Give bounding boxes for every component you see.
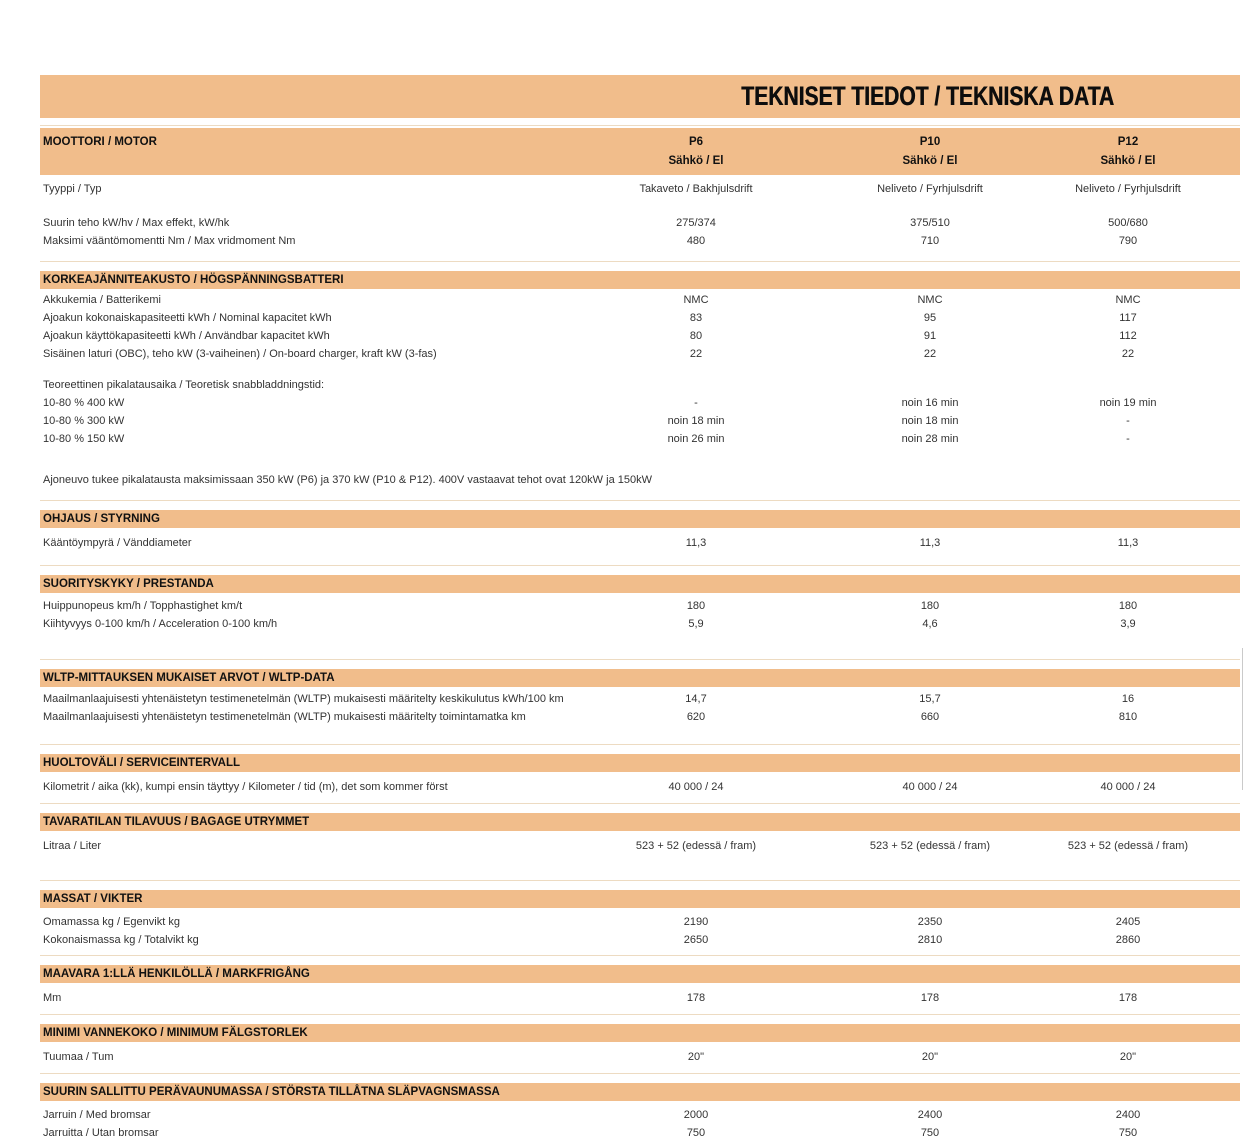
row-value-p12: 20" <box>1119 1051 1137 1063</box>
row-value-p10: 91 <box>923 330 937 342</box>
row-label: Kääntöympyrä / Vänddiameter <box>43 537 192 549</box>
row-label: Jarruitta / Utan bromsar <box>43 1127 159 1139</box>
row-value-p6: noin 18 min <box>667 415 725 427</box>
section-title-weights: MASSAT / VIKTER <box>43 893 143 905</box>
row-label: Suurin teho kW/hv / Max effekt, kW/hk <box>43 217 230 229</box>
row-label: 10-80 % 150 kW <box>43 433 125 445</box>
row-value-p12: 16 <box>1121 693 1135 705</box>
row-label: 10-80 % 300 kW <box>43 415 125 427</box>
row-label: Maksimi vääntömomentti Nm / Max vridmoment Nm <box>43 235 296 247</box>
row-value-p10: 20" <box>921 1051 939 1063</box>
fast-charge-note: Ajoneuvo tukee pikalatausta maksimissaan 350 kW (P6) ja 370 kW (P10 & P12). 400V vastaavat tehot ovat 120kW ja 150kW <box>43 474 652 486</box>
row-keskikulutus <box>40 690 1240 708</box>
section-title-cargo: TAVARATILAN TILAVUUS / BAGAGE UTRYMMET <box>43 816 310 828</box>
row-label: Sisäinen laturi (OBC), teho kW (3-vaiheinen) / On-board charger, kraft kW (3-fas) <box>43 348 437 360</box>
section-divider <box>40 880 1240 881</box>
row-value-p10: noin 16 min <box>901 397 959 409</box>
row-value-p6: 2000 <box>683 1109 709 1121</box>
row-value-p10: noin 18 min <box>901 415 959 427</box>
row-value-p10: 2400 <box>917 1109 943 1121</box>
row-sisainen-laturi <box>40 345 1240 363</box>
row-vaantomomentti <box>40 232 1240 250</box>
row-value-p12: 22 <box>1121 348 1135 360</box>
section-title-service: HUOLTOVÄLI / SERVICEINTERVALL <box>43 757 241 769</box>
row-value-p6: 20" <box>687 1051 705 1063</box>
row-label: Kiihtyvyys 0-100 km/h / Acceleration 0-100 km/h <box>43 618 278 630</box>
section-divider <box>40 659 1240 660</box>
row-value-p10: 660 <box>920 711 940 723</box>
column-subheader-p6: Sähkö / El <box>668 154 724 167</box>
row-kiihtyvyys <box>40 615 1240 633</box>
section-header-cargo <box>40 813 1240 831</box>
row-value-p6: 180 <box>686 600 706 612</box>
section-header-battery <box>40 271 1240 289</box>
row-label: Tyyppi / Typ <box>43 183 102 195</box>
row-pikalatausaika-header <box>40 376 1240 394</box>
section-divider <box>40 125 1240 126</box>
row-value-p12: 2400 <box>1115 1109 1141 1121</box>
row-label: Tuumaa / Tum <box>43 1051 114 1063</box>
section-header-performance <box>40 575 1240 593</box>
row-kokonaiskapasiteetti <box>40 309 1240 327</box>
row-value-p10: 22 <box>923 348 937 360</box>
row-label: Teoreettinen pikalatausaika / Teoretisk snabbladdningstid: <box>43 379 325 391</box>
row-value-p6: 620 <box>686 711 706 723</box>
row-value-p12: - <box>1126 415 1130 427</box>
row-label: Omamassa kg / Egenvikt kg <box>43 916 180 928</box>
row-value-p6: 523 + 52 (edessä / fram) <box>635 840 757 852</box>
section-header-wheels <box>40 1024 1240 1042</box>
row-value-p12: 180 <box>1118 600 1138 612</box>
row-value-p10: 15,7 <box>919 693 941 705</box>
row-label: Maailmanlaajuisesti yhtenäistetyn testimenetelmän (WLTP) mukaisesti määritelty keskikulutus kWh/100 km <box>43 693 564 705</box>
row-value-p12: 117 <box>1119 312 1137 324</box>
section-header-wltp <box>40 669 1240 687</box>
section-divider <box>40 803 1240 804</box>
row-maavara <box>40 989 1240 1007</box>
section-header-steering <box>40 510 1240 528</box>
row-value-p10: 750 <box>920 1127 940 1139</box>
row-value-p12: noin 19 min <box>1099 397 1157 409</box>
row-value-p12: 2405 <box>1115 916 1141 928</box>
row-value-p10: 95 <box>923 312 937 324</box>
row-value-p6: 83 <box>689 312 703 324</box>
row-value-p10: noin 28 min <box>901 433 959 445</box>
row-toimintamatka <box>40 708 1240 726</box>
row-value-p12: 40 000 / 24 <box>1100 781 1156 793</box>
row-value-p10: Neliveto / Fyrhjulsdrift <box>877 183 983 195</box>
row-value-p12: - <box>1126 433 1130 445</box>
section-divider <box>40 565 1240 566</box>
row-value-p12: 750 <box>1118 1127 1138 1139</box>
row-value-p12: 790 <box>1118 235 1138 247</box>
row-value-p10: 11,3 <box>919 537 941 549</box>
row-value-p12: 2860 <box>1115 934 1141 946</box>
row-value-p6: 275/374 <box>676 217 716 229</box>
row-label: Maailmanlaajuisesti yhtenäistetyn testimenetelmän (WLTP) mukaisesti määritelty toimintamatka km <box>43 711 526 723</box>
row-akkukemia <box>40 291 1240 309</box>
row-value-p10: 180 <box>920 600 940 612</box>
row-label: Ajoakun kokonaiskapasiteetti kWh / Nominal kapacitet kWh <box>43 312 332 324</box>
section-divider <box>40 955 1240 956</box>
row-400kw <box>40 394 1240 412</box>
section-title-towing: SUURIN SALLITTU PERÄVAUNUMASSA / STÖRSTA TILLÅTNA SLÄPVAGNSMASSA <box>43 1086 500 1098</box>
row-label: 10-80 % 400 kW <box>43 397 125 409</box>
section-header-clearance <box>40 965 1240 983</box>
row-value-p6: 14,7 <box>685 693 707 705</box>
column-subheader-p12: Sähkö / El <box>1100 154 1156 167</box>
page-edge-line <box>1242 648 1243 790</box>
row-tyyppi <box>40 180 1240 198</box>
row-value-p12: 11,3 <box>1117 537 1139 549</box>
column-subheader-row <box>40 151 1240 170</box>
row-value-p10: 40 000 / 24 <box>902 781 958 793</box>
row-huippunopeus <box>40 597 1240 615</box>
page-title: TEKNISET TIEDOT / TEKNISKA DATA <box>741 81 1114 111</box>
row-value-p6: 11,3 <box>685 537 707 549</box>
column-header-p12: P12 <box>1117 135 1139 148</box>
row-value-p6: 22 <box>689 348 703 360</box>
row-value-p12: 112 <box>1119 330 1137 342</box>
row-value-p6: 750 <box>686 1127 706 1139</box>
section-header-motor <box>40 128 1240 175</box>
row-label: Huippunopeus km/h / Topphastighet km/t <box>43 600 243 612</box>
section-title-steering: OHJAUS / STYRNING <box>43 513 160 525</box>
section-divider <box>40 1073 1240 1074</box>
row-value-p6: 2650 <box>683 934 709 946</box>
section-divider <box>40 500 1240 501</box>
row-kokonaismassa <box>40 931 1240 949</box>
row-huoltovali <box>40 778 1240 796</box>
row-150kw <box>40 430 1240 448</box>
row-label: Akkukemia / Batterikemi <box>43 294 161 306</box>
row-value-p12: 523 + 52 (edessä / fram) <box>1067 840 1189 852</box>
row-value-p12: 810 <box>1118 711 1138 723</box>
row-suurin-teho <box>40 214 1240 232</box>
row-value-p10: 4,6 <box>922 618 938 630</box>
row-label: Jarruin / Med bromsar <box>43 1109 151 1121</box>
column-header-p10: P10 <box>919 135 941 148</box>
row-value-p6: Takaveto / Bakhjulsdrift <box>639 183 753 195</box>
row-jarruin <box>40 1106 1240 1124</box>
spec-sheet <box>40 75 1240 1142</box>
row-value-p10: NMC <box>917 294 943 306</box>
row-label: Kilometrit / aika (kk), kumpi ensin täyttyy / Kilometer / tid (m), det som kommer först <box>43 781 448 793</box>
row-value-p12: 500/680 <box>1108 217 1148 229</box>
row-value-p12: NMC <box>1115 294 1141 306</box>
section-divider <box>40 261 1240 262</box>
row-label: Litraa / Liter <box>43 840 102 852</box>
row-300kw <box>40 412 1240 430</box>
section-title-wheels: MINIMI VANNEKOKO / MINIMUM FÄLGSTORLEK <box>43 1027 308 1039</box>
section-title-motor: MOOTTORI / MOTOR <box>43 135 157 148</box>
row-value-p6: 80 <box>689 330 703 342</box>
row-value-p6: noin 26 min <box>667 433 725 445</box>
row-kayttokapasiteetti <box>40 327 1240 345</box>
column-header-row <box>40 132 1240 151</box>
page-title-banner <box>40 75 1240 118</box>
row-kaantoympyra <box>40 534 1240 552</box>
section-header-weights <box>40 890 1240 908</box>
row-tuumaa <box>40 1048 1240 1066</box>
column-subheader-p10: Sähkö / El <box>902 154 958 167</box>
section-title-battery: KORKEAJÄNNITEAKUSTO / HÖGSPÄNNINGSBATTERI <box>43 274 344 286</box>
row-value-p6: - <box>694 397 698 409</box>
row-value-p10: 710 <box>920 235 940 247</box>
row-value-p6: 5,9 <box>688 618 704 630</box>
row-value-p6: 480 <box>686 235 706 247</box>
section-title-wltp: WLTP-MITTAUKSEN MUKAISET ARVOT / WLTP-DATA <box>43 672 335 684</box>
row-omamassa <box>40 913 1240 931</box>
row-value-p6: 178 <box>686 992 706 1004</box>
row-value-p12: 3,9 <box>1120 618 1136 630</box>
section-header-towing <box>40 1083 1240 1101</box>
section-title-performance: SUORITYSKYKY / PRESTANDA <box>43 578 214 590</box>
row-value-p10: 2810 <box>917 934 943 946</box>
row-value-p12: Neliveto / Fyrhjulsdrift <box>1075 183 1181 195</box>
section-divider <box>40 744 1240 745</box>
row-value-p10: 178 <box>920 992 940 1004</box>
section-title-clearance: MAAVARA 1:LLÄ HENKILÖLLÄ / MARKFRIGÅNG <box>43 968 310 980</box>
row-value-p12: 178 <box>1118 992 1138 1004</box>
section-divider <box>40 1014 1240 1015</box>
column-header-p6: P6 <box>688 135 704 148</box>
row-value-p6: NMC <box>683 294 709 306</box>
row-value-p10: 2350 <box>917 916 943 928</box>
row-litraa <box>40 837 1240 855</box>
row-label: Ajoakun käyttökapasiteetti kWh / Användbar kapacitet kWh <box>43 330 330 342</box>
row-value-p6: 40 000 / 24 <box>668 781 724 793</box>
row-label: Mm <box>43 992 62 1004</box>
section-header-service <box>40 754 1240 772</box>
row-jarruitta <box>40 1124 1240 1142</box>
row-value-p10: 375/510 <box>910 217 950 229</box>
row-value-p6: 2190 <box>683 916 709 928</box>
row-value-p10: 523 + 52 (edessä / fram) <box>869 840 991 852</box>
row-label: Kokonaismassa kg / Totalvikt kg <box>43 934 199 946</box>
